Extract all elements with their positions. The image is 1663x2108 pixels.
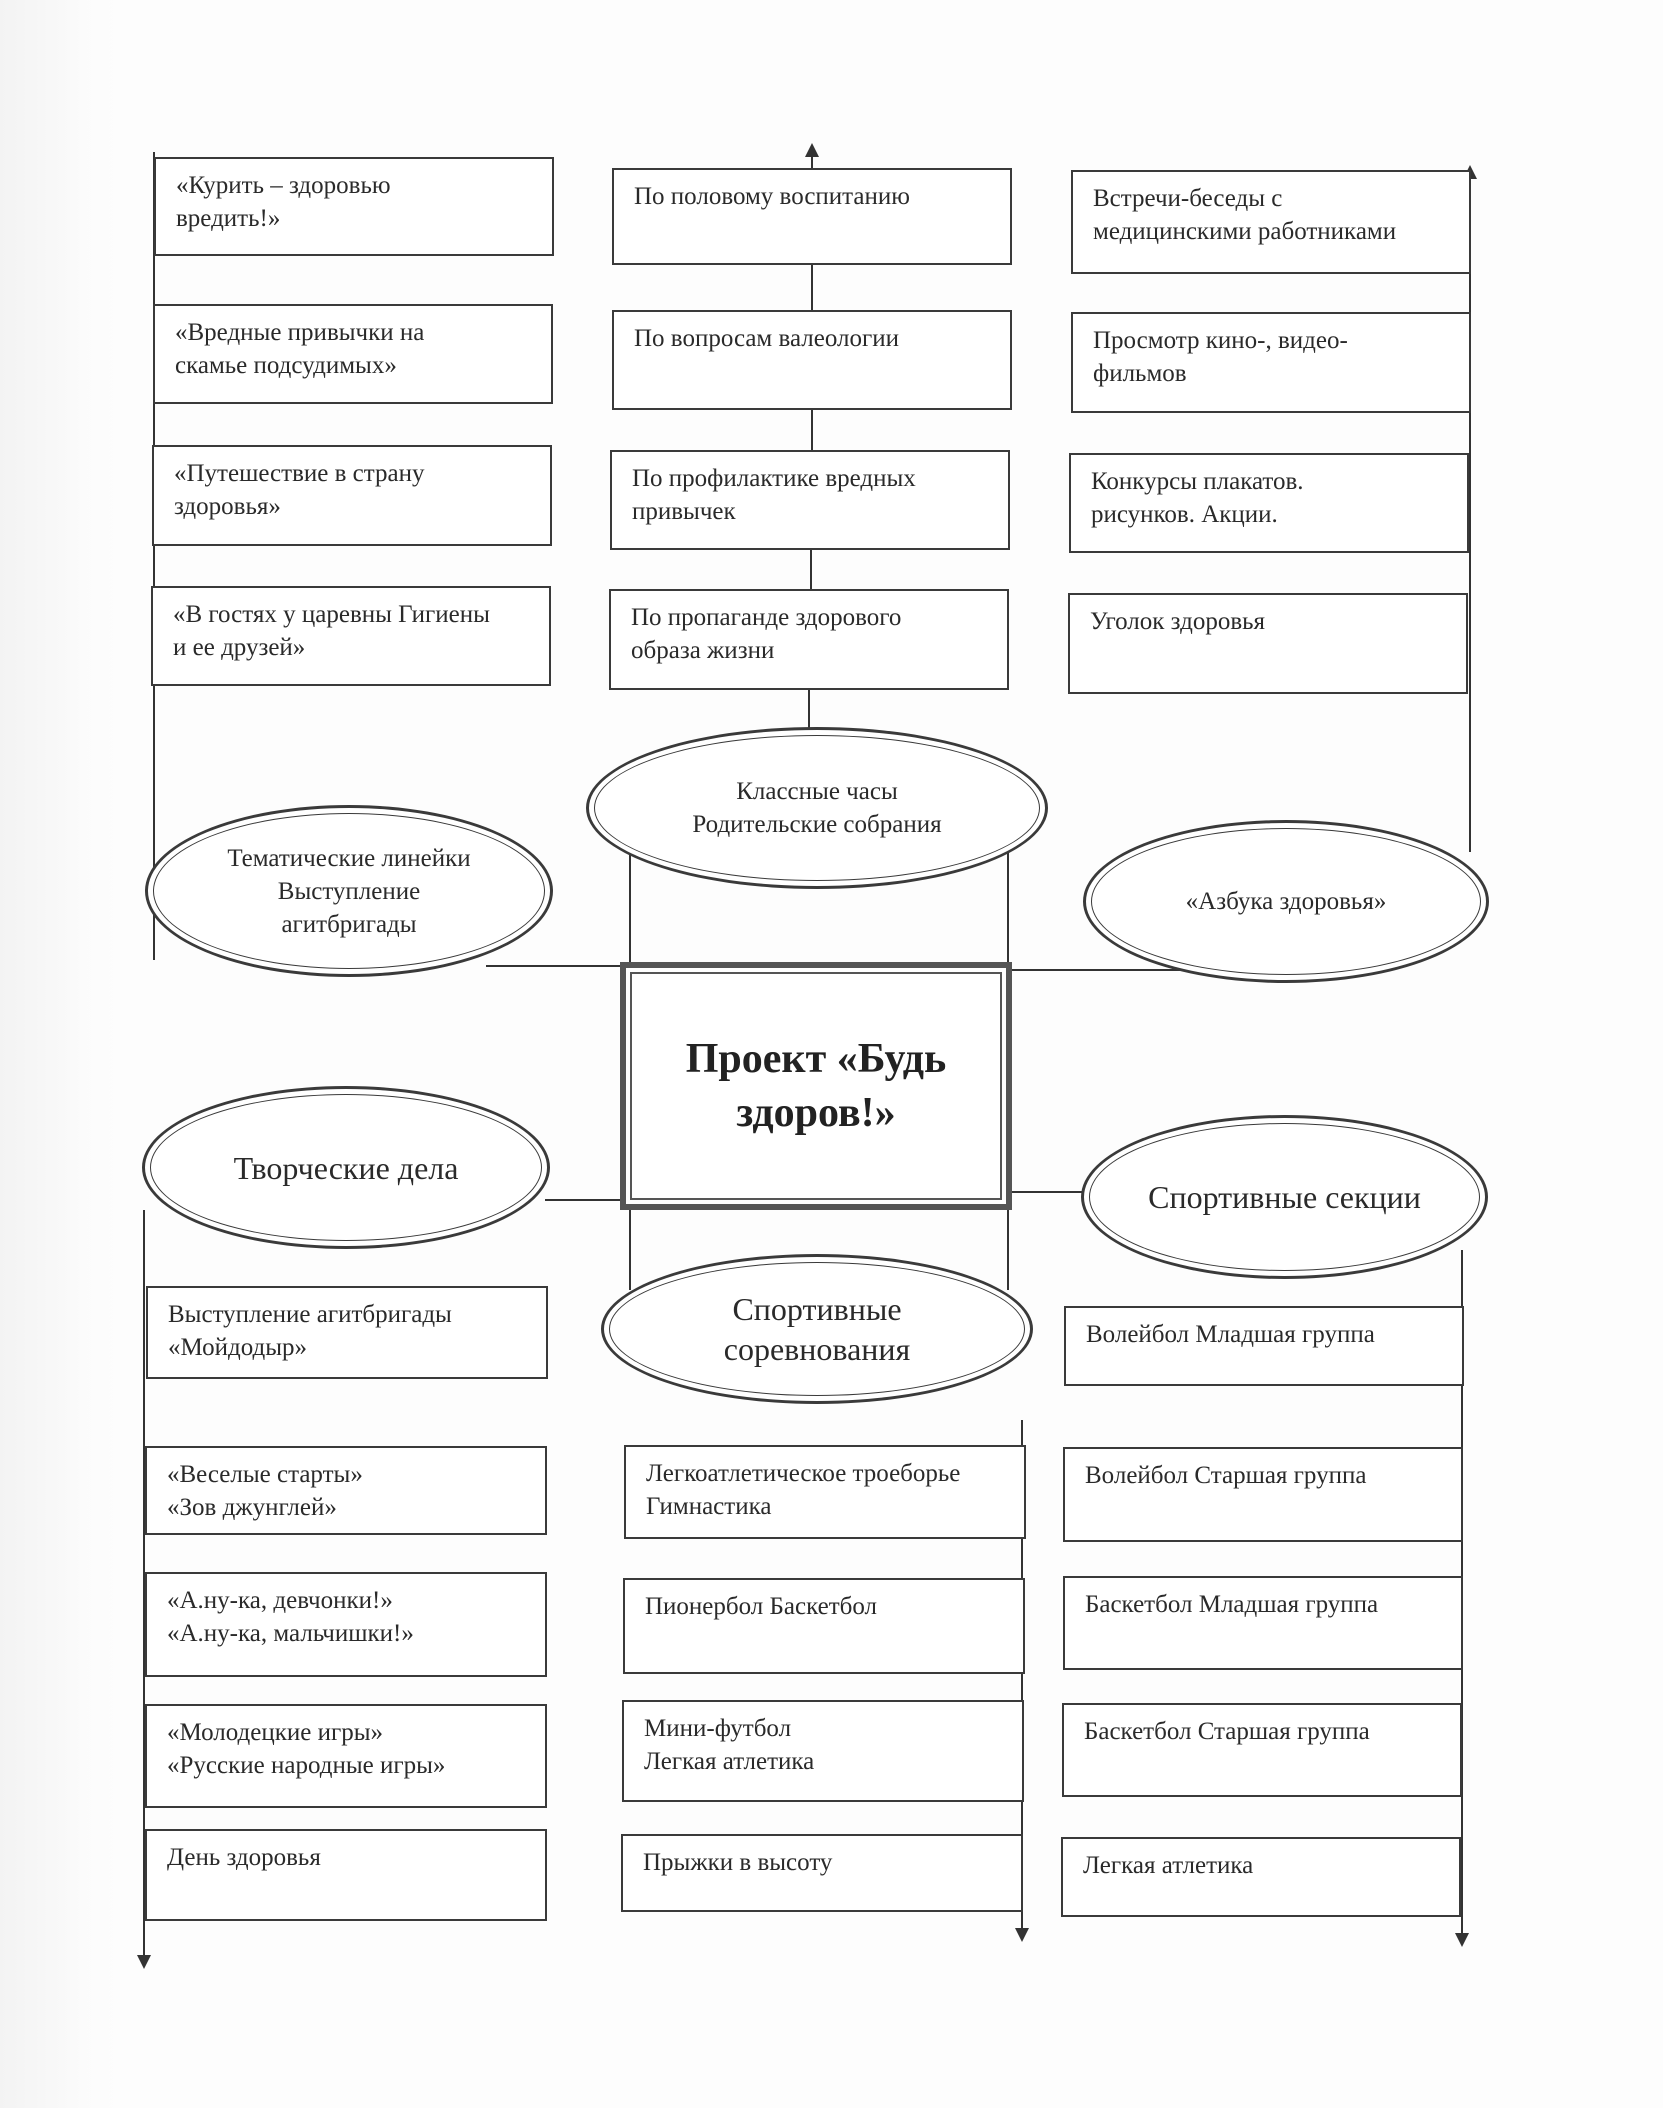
right-bottom-box-3: Баскетбол Младшая группа bbox=[1063, 1576, 1463, 1670]
middle-bottom-box-2: Пионербол Баскетбол bbox=[623, 1578, 1025, 1674]
left-bottom-box-1: Выступление агитбригады «Мойдодыр» bbox=[146, 1286, 548, 1379]
right-bottom-box-2: Волейбол Старшая группа bbox=[1063, 1447, 1463, 1542]
right-top-box-2: Просмотр кино-, видео- фильмов bbox=[1071, 312, 1471, 413]
oval-creative-text: Творческие дела bbox=[233, 1149, 459, 1186]
oval-health-abc-text: «Азбука здоровья» bbox=[1185, 888, 1387, 915]
middle-top-box-4: По пропаганде здорового образа жизни bbox=[609, 589, 1009, 690]
left-bottom-box-5: День здоровья bbox=[145, 1829, 547, 1921]
oval-sport-competitions-text: Спортивные соревнования bbox=[723, 1291, 911, 1367]
left-bottom-box-4: «Молодецкие игры» «Русские народные игры» bbox=[145, 1704, 547, 1808]
middle-top-box-3: По профилактике вредных привычек bbox=[610, 450, 1010, 550]
oval-creative bbox=[142, 1086, 550, 1249]
middle-bottom-box-1: Легкоатлетическое троеборье Гимнастика bbox=[624, 1445, 1026, 1539]
project-center-box bbox=[620, 962, 1012, 1210]
oval-thematic-text: Тематические линейки Выступление агитбригады bbox=[227, 844, 471, 938]
middle-top-box-2: По вопросам валеологии bbox=[612, 310, 1012, 410]
oval-sport-sections bbox=[1081, 1115, 1488, 1279]
oval-class-hours bbox=[586, 727, 1048, 889]
left-bottom-box-3: «А.ну-ка, девчонки!» «А.ну-ка, мальчишки!» bbox=[145, 1572, 547, 1677]
oval-class-hours-text: Классные часы Родительские собрания bbox=[692, 778, 942, 838]
right-top-box-3: Конкурсы плакатов. рисунков. Акции. bbox=[1069, 453, 1469, 553]
left-top-box-4: «В гостях у царевны Гигиены и ее друзей» bbox=[151, 586, 551, 686]
right-bottom-box-5: Легкая атлетика bbox=[1061, 1837, 1461, 1917]
right-top-box-4: Уголок здоровья bbox=[1068, 593, 1468, 694]
oval-thematic bbox=[145, 805, 553, 977]
right-top-box-1: Встречи-беседы с медицинскими работниками bbox=[1071, 170, 1471, 274]
left-top-box-1: «Курить – здоровью вредить!» bbox=[154, 157, 554, 256]
right-bottom-box-1: Волейбол Младшая группа bbox=[1064, 1306, 1464, 1386]
middle-top-box-1: По половому воспитанию bbox=[612, 168, 1012, 265]
middle-bottom-box-3: Мини-футбол Легкая атлетика bbox=[622, 1700, 1024, 1802]
middle-bottom-box-4: Прыжки в высоту bbox=[621, 1834, 1023, 1912]
oval-sport-sections-text: Спортивные секции bbox=[1148, 1179, 1421, 1215]
left-top-box-3: «Путешествие в страну здоровья» bbox=[152, 445, 552, 546]
oval-health-abc bbox=[1083, 820, 1489, 983]
oval-sport-competitions bbox=[601, 1254, 1033, 1404]
left-bottom-box-2: «Веселые старты» «Зов джунглей» bbox=[145, 1446, 547, 1535]
left-top-box-2: «Вредные привычки на скамье подсудимых» bbox=[153, 304, 553, 404]
right-bottom-box-4: Баскетбол Старшая группа bbox=[1062, 1703, 1462, 1797]
project-title: Проект «Будь здоров!» bbox=[685, 1036, 947, 1136]
